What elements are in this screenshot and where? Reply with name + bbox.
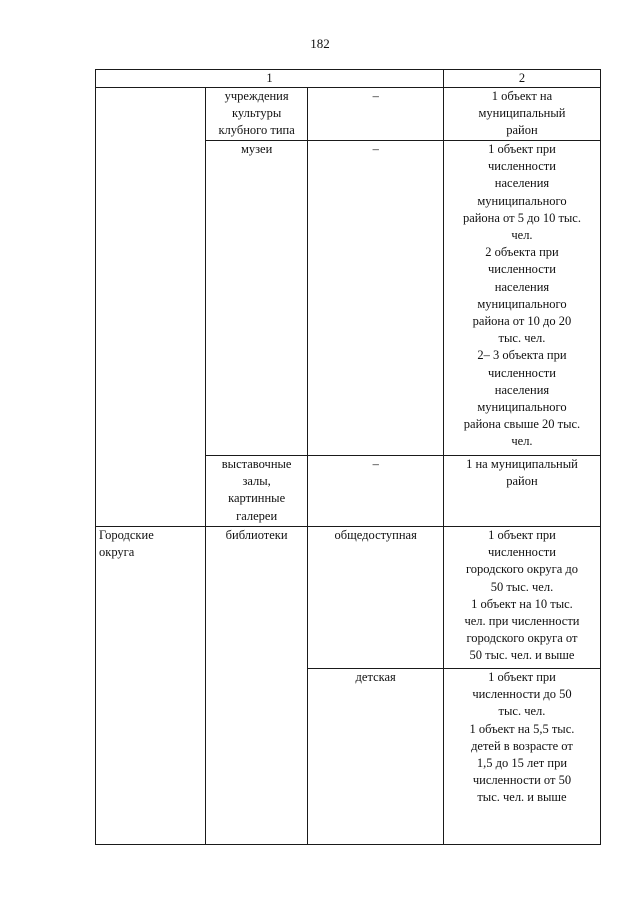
subtype-cell: общедоступная — [308, 527, 444, 669]
type-text-line: библиотеки — [225, 528, 288, 542]
category-text-line: округа — [99, 545, 135, 560]
norms-table — [95, 69, 601, 845]
type-text-line: выставочные — [221, 457, 292, 471]
type-text-line: музеи — [240, 142, 273, 156]
norm-text-line: 50 тыс. чел. и выше — [469, 648, 575, 663]
table-row — [96, 527, 601, 669]
subtype-cell: – — [308, 88, 444, 141]
norm-text-line: 50 тыс. чел. — [490, 579, 554, 594]
type-text-line: культуры — [231, 106, 282, 121]
type-text-line: картинные — [228, 491, 286, 506]
type-cell — [205, 88, 308, 141]
type-cell — [205, 141, 308, 456]
norm-text-line: чел. — [511, 228, 533, 243]
category-cell-empty — [96, 88, 206, 527]
norm-text-line: численности до 50 — [472, 687, 572, 702]
norm-text-line: численности — [487, 159, 556, 174]
category-text-line: Городские — [99, 528, 154, 542]
header-cell-1: 1 — [96, 70, 444, 88]
norm-cell — [443, 88, 600, 141]
type-cell — [205, 456, 308, 527]
norm-text-line: чел. — [511, 434, 533, 449]
norm-text-line: численности — [487, 262, 556, 277]
norm-text-line: населения — [494, 176, 550, 191]
norm-text-line: детей в возрасте от — [471, 738, 573, 753]
norm-text-line: численности — [487, 365, 556, 380]
norm-text-line: 1 объект на — [491, 89, 553, 103]
norm-text-line: тыс. чел. и выше — [477, 790, 567, 805]
norm-text-line: городского округа до — [465, 562, 578, 577]
category-cell — [96, 527, 206, 845]
page-number: 182 — [310, 36, 330, 51]
norm-text-line: района от 10 до 20 — [472, 314, 572, 329]
norm-text-line: численности — [487, 545, 556, 560]
header-cell-2: 2 — [443, 70, 600, 88]
norm-text-line: район — [506, 123, 538, 138]
norm-text-line: 1,5 до 15 лет при — [476, 756, 568, 771]
norm-text-line: 2– 3 объекта при — [477, 348, 567, 363]
subtype-cell: – — [308, 456, 444, 527]
norm-text-line: муниципального — [477, 296, 567, 311]
norm-text-line: 2 объекта при — [485, 245, 559, 260]
norm-text-line: городского округа от — [466, 631, 578, 646]
norm-text-line: численности от 50 — [472, 773, 572, 788]
norm-text-line: 1 объект при — [488, 670, 556, 684]
type-text-line: учреждения — [224, 89, 289, 103]
type-text-line: галереи — [236, 508, 278, 523]
norm-text-line: муниципальный — [478, 106, 566, 121]
norm-text-line: район — [506, 474, 538, 489]
norm-text-line: района от 5 до 10 тыс. — [462, 210, 581, 225]
norm-text-line: муниципального — [477, 400, 567, 415]
norm-text-line: муниципального — [477, 193, 567, 208]
norm-text-line: района свыше 20 тыс. — [463, 417, 581, 432]
norm-text-line: населения — [494, 382, 550, 397]
norm-text-line: населения — [494, 279, 550, 294]
norm-cell — [443, 669, 600, 845]
type-text-line: залы, — [242, 474, 271, 489]
norm-text-line: чел. при численности — [464, 614, 580, 629]
subtype-cell: детская — [308, 669, 444, 845]
norm-text-line: 1 на муниципальный — [466, 457, 578, 471]
subtype-cell: – — [308, 141, 444, 456]
norm-text-line: тыс. чел. — [498, 704, 546, 719]
norm-text-line: 1 объект на 5,5 тыс. — [469, 721, 575, 736]
table-row — [96, 88, 601, 141]
norm-cell — [443, 456, 600, 527]
norm-text-line: 1 объект на 10 тыс. — [471, 596, 573, 611]
norm-text-line: тыс. чел. — [498, 331, 546, 346]
type-cell — [205, 527, 308, 845]
norm-cell — [443, 527, 600, 669]
norm-cell — [443, 141, 600, 456]
norm-text-line: 1 объект при — [488, 142, 556, 156]
norm-text-line: 1 объект при — [488, 528, 556, 542]
type-text-line: клубного типа — [218, 123, 295, 138]
table-header-row — [96, 70, 601, 88]
